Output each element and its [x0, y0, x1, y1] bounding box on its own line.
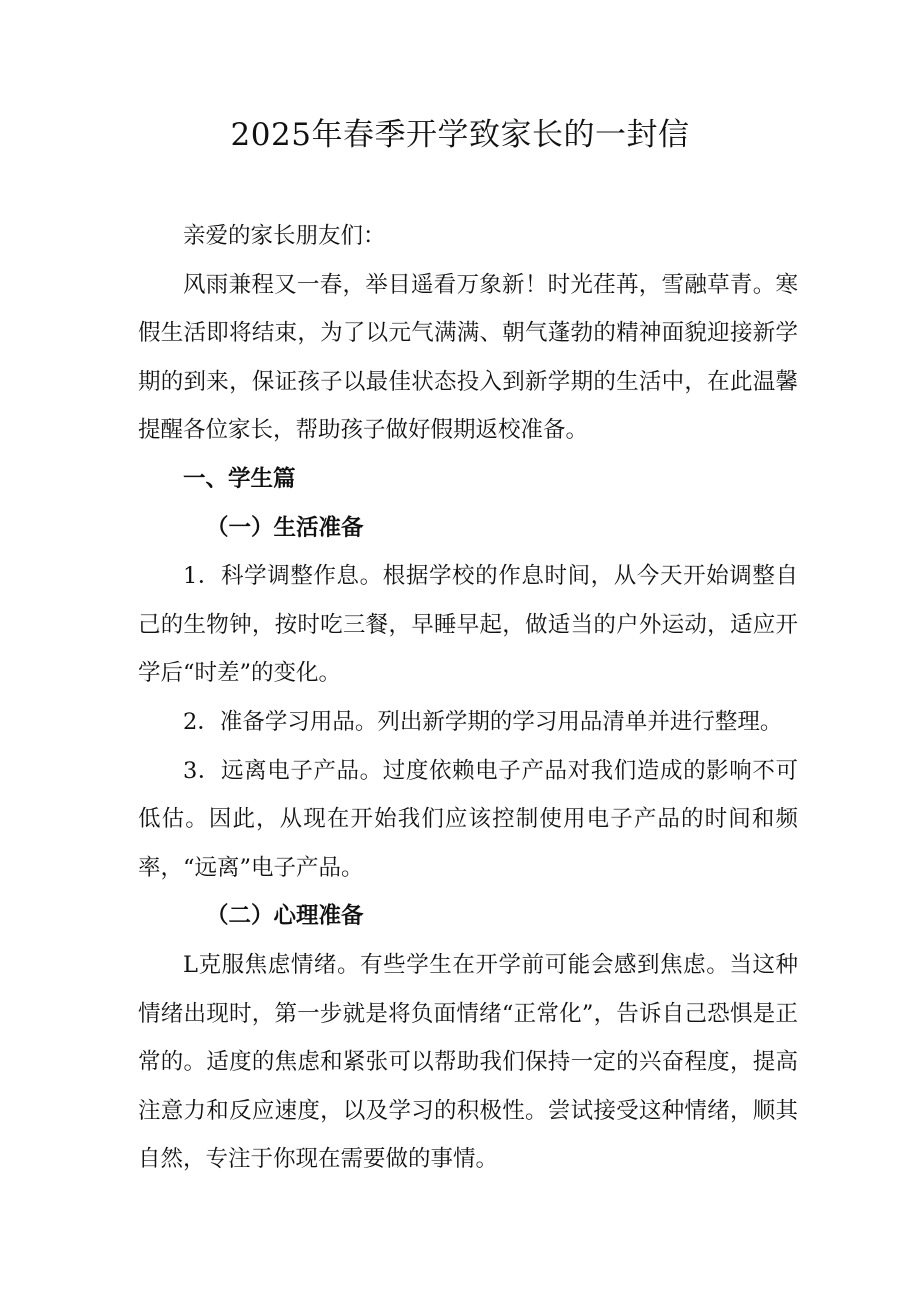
section-heading-students: 一、学生篇 [183, 465, 296, 492]
list-item: 2．准备学习用品。列出新学期的学习用品清单并进行整理。 [183, 708, 783, 735]
subsection-heading-life: （一）生活准备 [206, 514, 364, 541]
document-body [138, 212, 798, 1184]
document-title: 2025年春季开学致家长的一封信 [230, 117, 690, 153]
greeting: 亲爱的家长朋友们： [183, 223, 386, 249]
subsection-heading-mental: （二）心理准备 [206, 903, 364, 930]
intro-paragraph: 风雨兼程又一春，举目遥看万象新！时光荏苒，雪融草青。寒假生活即将结束，为了以元气满满、朝气蓬勃的精神面貌迎接新学期的到来，保证孩子以最佳状态投入到新学期的生活中，在此温馨提醒各位家长，帮助孩子做好假期返校准备。 [138, 271, 798, 444]
list-item: L克服焦虑情绪。有些学生在开学前可能会感到焦虑。当这种情绪出现时，第一步就是将负面情绪“正常化”，告诉自己恐惧是正常的。适度的焦虑和紧张可以帮助我们保持一定的兴奋程度，提高注意力和反应速度，以及学习的积极性。尝试接受这种情绪，顺其自然，专注于你现在需要做的事情。 [138, 951, 798, 1173]
list-item: 3．远离电子产品。过度依赖电子产品对我们造成的影响不可低估。因此，从现在开始我们应该控制使用电子产品的时间和频率，“远离”电子产品。 [138, 757, 798, 881]
list-item: 1．科学调整作息。根据学校的作息时间，从今天开始调整自己的生物钟，按时吃三餐，早睡早起，做适当的户外运动，适应开学后“时差”的变化。 [138, 563, 798, 687]
